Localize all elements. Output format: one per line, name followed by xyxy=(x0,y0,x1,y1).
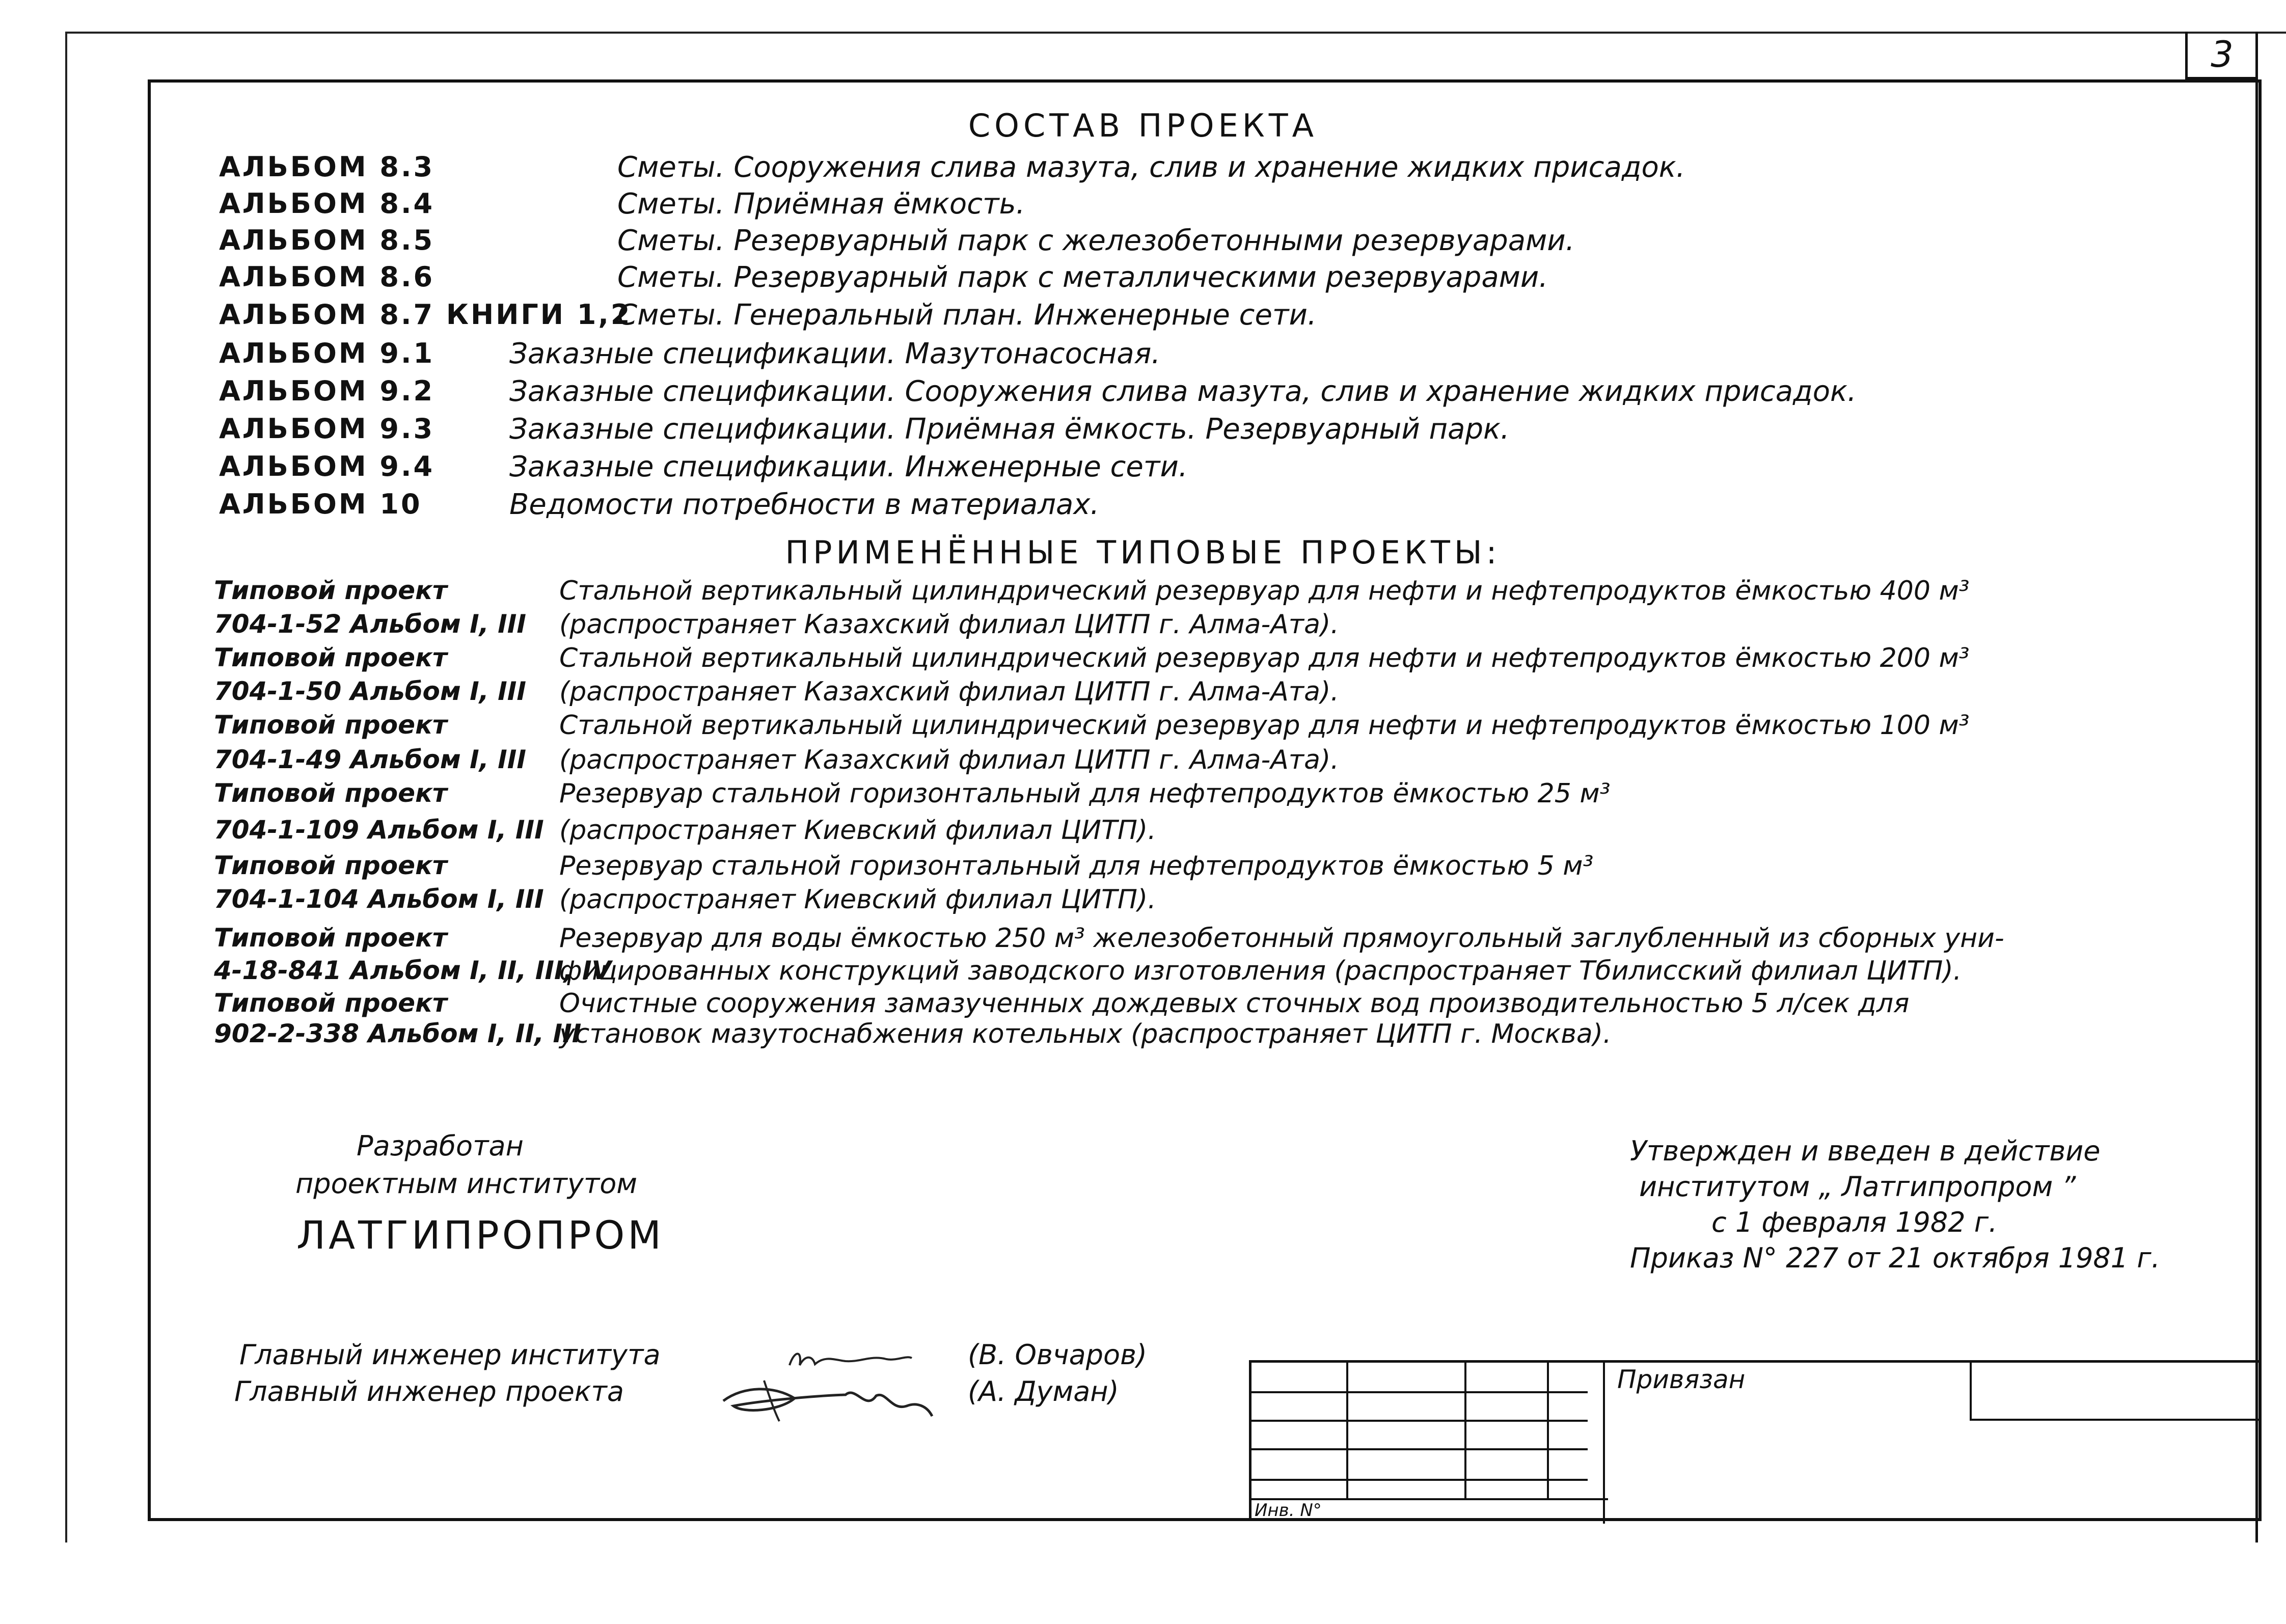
inventory-label: Инв. N° xyxy=(1255,1500,1322,1521)
project-desc-line2: установок мазутоснабжения котельных (распространяет ЦИТП г. Москва). xyxy=(559,1019,1612,1049)
project-desc-line1: Резервуар стальной горизонтальный для нефтепродуктов ёмкостью 5 м³ xyxy=(559,851,1594,881)
composition-title: СОСТАВ ПРОЕКТА xyxy=(968,107,1318,144)
signature-role: Главный инженер проекта xyxy=(234,1375,624,1408)
project-label: Типовой проект xyxy=(214,923,447,953)
stamp-rule xyxy=(1251,1391,1588,1393)
stamp-rule xyxy=(1464,1363,1466,1498)
project-number: 704-1-49 Альбом I, III xyxy=(214,745,526,774)
project-desc-line1: Резервуар стальной горизонтальный для нефтепродуктов ёмкостью 25 м³ xyxy=(559,778,1611,809)
album-desc: Сметы. Сооружения слива мазута, слив и хранение жидких присадок. xyxy=(617,151,1685,184)
project-desc-line2: (распространяет Казахский филиал ЦИТП г. Алма-Ата). xyxy=(559,676,1339,707)
stamp-rule xyxy=(1346,1363,1348,1498)
project-label: Типовой проект xyxy=(214,988,447,1018)
album-desc: Сметы. Генеральный план. Инженерные сети. xyxy=(617,299,1317,332)
project-desc-line1: Стальной вертикальный цилиндрический резервуар для нефти и нефтепродуктов ёмкостью 100 м³ xyxy=(559,710,1970,741)
album-code: АЛЬБОМ 8.5 xyxy=(219,224,435,256)
developer-name: ЛАТГИПРОПРОМ xyxy=(296,1212,664,1258)
album-code: АЛЬБОМ 10 xyxy=(219,488,422,520)
project-desc-line2: (распространяет Казахский филиал ЦИТП г. Алма-Ата). xyxy=(559,609,1339,640)
bound-label: Привязан xyxy=(1617,1365,1746,1394)
album-code: АЛЬБОМ 9.3 xyxy=(219,413,435,445)
project-label: Типовой проект xyxy=(214,778,447,808)
project-desc-line1: Резервуар для воды ёмкостью 250 м³ железобетонный прямоугольный заглубленный из сборных уни- xyxy=(559,923,2004,954)
project-desc-line1: Стальной вертикальный цилиндрический резервуар для нефти и нефтепродуктов ёмкостью 400 м³ xyxy=(559,576,1970,606)
project-number: 902-2-338 Альбом I, II, III xyxy=(214,1019,582,1048)
stamp-rule xyxy=(1970,1419,2261,1421)
project-number: 704-1-109 Альбом I, III xyxy=(214,815,544,845)
project-number: 4-18-841 Альбом I, II, III, IV xyxy=(214,956,612,985)
album-desc: Заказные спецификации. Сооружения слива мазута, слив и хранение жидких присадок. xyxy=(509,375,1857,408)
signature-duman xyxy=(713,1370,937,1426)
approval-line2: институтом „ Латгипропром ” xyxy=(1639,1171,2076,1203)
developer-line2: проектным институтом xyxy=(295,1168,638,1200)
stamp-rule xyxy=(1251,1479,1588,1481)
project-label: Типовой проект xyxy=(214,643,447,672)
approval-line3: с 1 февраля 1982 г. xyxy=(1711,1206,1998,1238)
project-label: Типовой проект xyxy=(214,851,447,880)
project-number: 704-1-52 Альбом I, III xyxy=(214,609,526,639)
project-desc-line1: Стальной вертикальный цилиндрический резервуар для нефти и нефтепродуктов ёмкостью 200 м³ xyxy=(559,643,1970,673)
sheet-number: 3 xyxy=(2185,32,2256,79)
album-desc: Заказные спецификации. Мазутонасосная. xyxy=(509,337,1161,370)
album-desc: Заказные спецификации. Инженерные сети. xyxy=(509,450,1188,483)
signature-role: Главный инженер института xyxy=(239,1339,661,1371)
stamp-rule xyxy=(1547,1363,1549,1498)
developer-line1: Разработан xyxy=(357,1130,524,1162)
approval-line4: Приказ N° 227 от 21 октября 1981 г. xyxy=(1630,1242,2160,1274)
project-desc-line2: (распространяет Казахский филиал ЦИТП г. Алма-Ата). xyxy=(559,745,1339,775)
stamp-rule xyxy=(1251,1420,1588,1422)
album-code: АЛЬБОМ 9.1 xyxy=(219,337,435,369)
album-code: АЛЬБОМ 8.6 xyxy=(219,261,435,293)
approval-line1: Утвержден и введен в действие xyxy=(1630,1135,2101,1167)
album-code: АЛЬБОМ 8.3 xyxy=(219,151,435,183)
typical-projects-title: ПРИМЕНЁННЫЕ ТИПОВЫЕ ПРОЕКТЫ: xyxy=(785,534,1501,571)
stamp-table xyxy=(1249,1360,2258,1521)
project-number: 704-1-104 Альбом I, III xyxy=(214,884,544,914)
stamp-rule xyxy=(1970,1363,1972,1419)
project-desc-line2: (распространяет Киевский филиал ЦИТП). xyxy=(559,815,1156,846)
project-number: 704-1-50 Альбом I, III xyxy=(214,676,526,706)
album-desc: Сметы. Приёмная ёмкость. xyxy=(617,187,1025,221)
project-desc-line1: Очистные сооружения замазученных дождевых сточных вод производительностью 5 л/сек для xyxy=(559,988,1910,1019)
album-desc: Сметы. Резервуарный парк с металлическими резервуарами. xyxy=(617,261,1548,294)
stamp-rule xyxy=(1251,1448,1588,1450)
signature-name: (В. Овчаров) xyxy=(968,1339,1147,1371)
project-desc-line2: фицированных конструкций заводского изготовления (распространяет Тбилисский филиал ЦИТП). xyxy=(559,956,1962,986)
stamp-rule xyxy=(1603,1363,1605,1524)
album-code: АЛЬБОМ 9.4 xyxy=(219,450,435,482)
album-code: АЛЬБОМ 8.4 xyxy=(219,187,435,220)
album-code: АЛЬБОМ 9.2 xyxy=(219,375,435,407)
album-desc: Заказные спецификации. Приёмная ёмкость. Резервуарный парк. xyxy=(509,413,1510,446)
album-desc: Ведомости потребности в материалах. xyxy=(509,488,1100,521)
album-code: АЛЬБОМ 8.7 КНИГИ 1,2 xyxy=(219,299,632,331)
project-desc-line2: (распространяет Киевский филиал ЦИТП). xyxy=(559,884,1156,915)
project-label: Типовой проект xyxy=(214,576,447,605)
album-desc: Сметы. Резервуарный парк с железобетонными резервуарами. xyxy=(617,224,1575,257)
signature-name: (А. Думан) xyxy=(968,1375,1119,1408)
project-label: Типовой проект xyxy=(214,710,447,740)
